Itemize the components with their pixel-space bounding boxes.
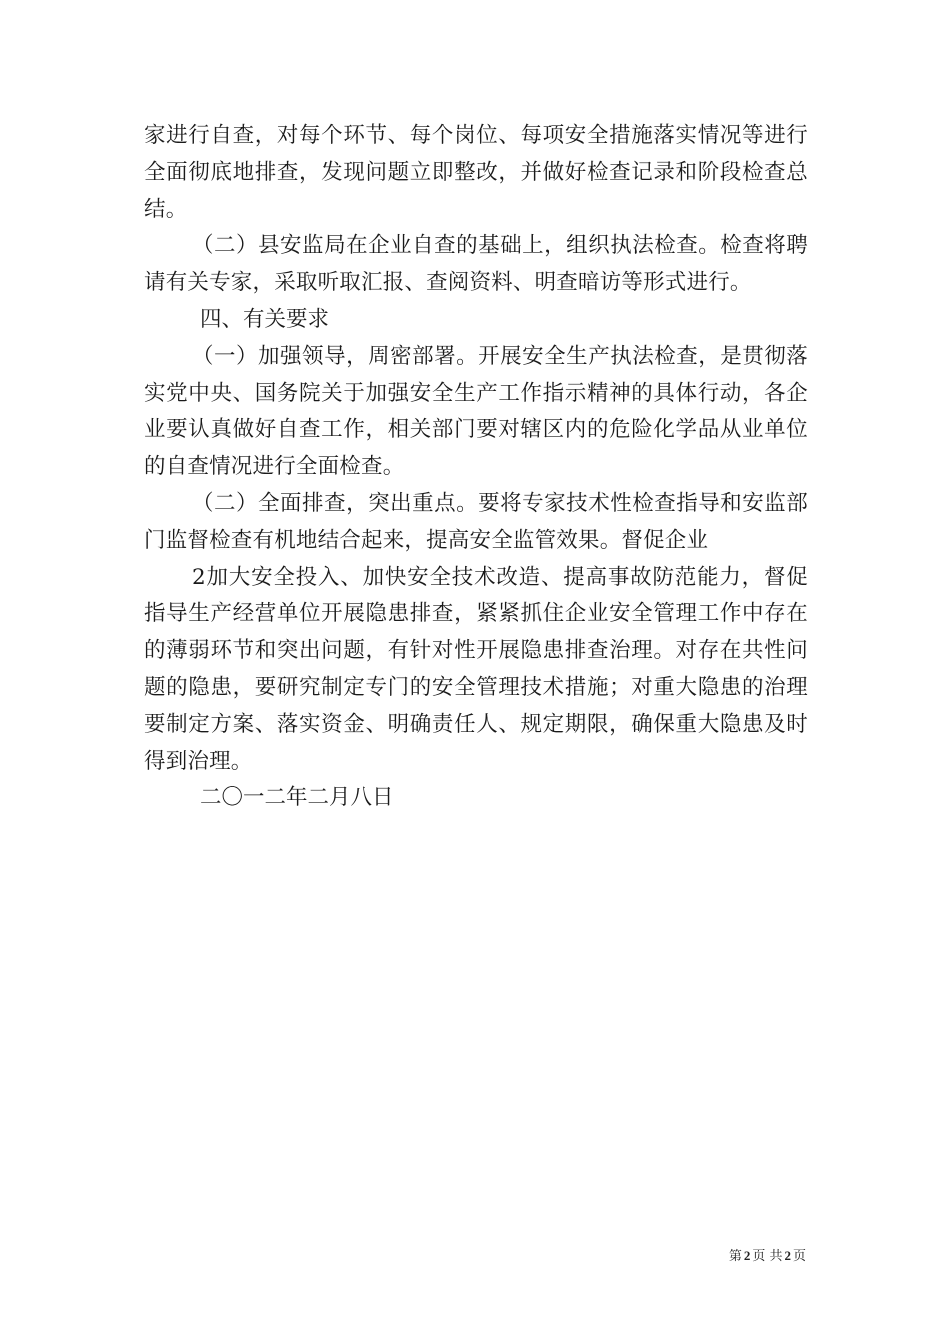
footer-current-page: 2 [743,1248,751,1263]
footer-total-pages: 2 [784,1248,791,1263]
paragraph-leadership: （一）加强领导，周密部署。开展安全生产执法检查，是贯彻落实党中央、国务院关于加强安全生产工作指示精神的具体行动，各企业要认真做好自查工作，相关部门要对辖区内的危险化学品从业单位的自查情况进行全面检查。 [144,343,808,480]
paragraph-safety-investment: 2加大安全投入、加快安全技术改造、提高事故防范能力，督促指导生产经营单位开展隐患排查，紧紧抓住企业安全管理工作中存在的薄弱环节和突出问题，有针对性开展隐患排查治理。对存在共性问题的隐患，要研究制定专门的安全管理技术措施；对重大隐患的治理要制定方案、落实资金、明确责任人、规定期限，确保重大隐患及时得到治理。 [144,564,808,774]
paragraph-county-inspection: （二）县安监局在企业自查的基础上，组织执法检查。检查将聘请有关专家，采取听取汇报、查阅资料、明查暗访等形式进行。 [144,233,808,296]
footer-suffix: 页 [792,1249,806,1264]
footer-middle: 页 共 [752,1249,783,1264]
paragraph-comprehensive-check: （二）全面排查，突出重点。要将专家技术性检查指导和安监部门监督检查有机地结合起来，提高安全监管效果。督促企业 [144,490,808,553]
document-date: 二〇一二年二月八日 [200,785,394,811]
paragraph-continuation: 家进行自查，对每个环节、每个岗位、每项安全措施落实情况等进行全面彻底地排查，发现问题立即整改，并做好检查记录和阶段检查总结。 [144,123,808,222]
document-body [144,118,808,817]
footer-prefix: 第 [728,1249,742,1264]
section-heading-requirements: 四、有关要求 [200,306,330,332]
page-number-footer [729,1245,806,1264]
